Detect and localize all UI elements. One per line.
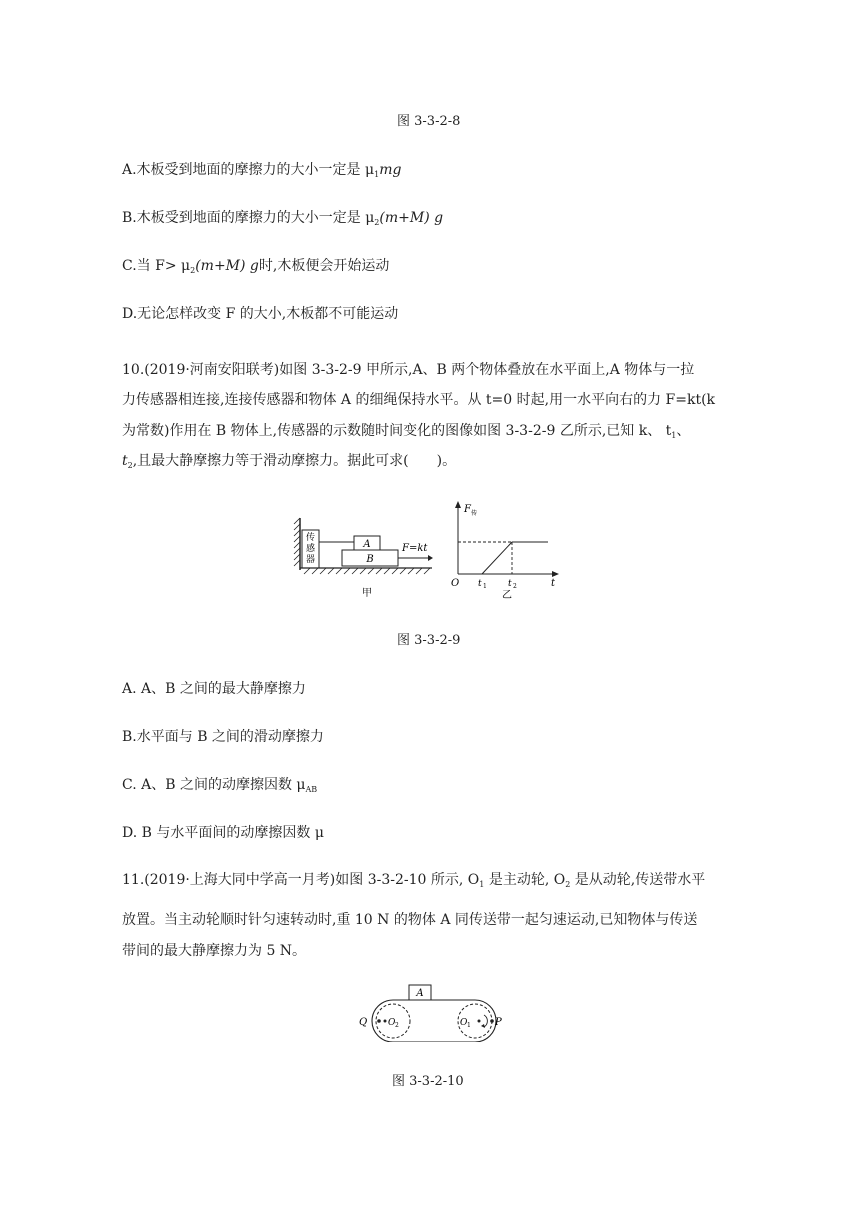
force-label: F=kt [402,543,428,554]
t-axis-label: t [551,578,556,589]
label-yi: 乙 [502,590,512,601]
question-11-line: 放置。当主动轮顺时针匀速转动时,重 10 N 的物体 A 同传送带一起匀速运动,已知物体与传送 [122,912,698,928]
apparatus-diagram [294,518,433,599]
stem-text: t [122,453,128,469]
label-o2: O [388,1018,396,1028]
stem-text: 、 [676,423,691,439]
formula-text: (m+M) g [379,210,444,226]
figure-3-3-2-9 [292,498,572,604]
subscript: 1 [374,170,380,179]
figure-caption: 图 3-3-2-8 [397,114,461,129]
option-a: A. A、B 之间的最大静摩擦力 [122,681,306,697]
subscript: 2 [565,880,571,889]
formula-text: (m+M) g [195,258,259,274]
option-c [122,775,317,800]
t1-subscript: 1 [483,583,487,590]
point-q [377,1019,381,1023]
question-10-line [122,451,456,476]
sensor-label-char: 感 [305,544,316,554]
subscript: 1 [479,880,485,889]
label-jia: 甲 [362,588,372,599]
option-text: C.当 F> μ [122,258,191,274]
stem-text: 是主动轮, O [484,872,566,888]
t1-label: t [478,579,482,589]
subscript: AB [305,785,318,794]
wall-hatching [294,518,300,566]
label-o2-sub: 2 [395,1022,399,1029]
rotation-arrowhead [481,1024,485,1028]
origin-label: O [451,578,460,589]
sensor-graph [451,501,559,601]
subscript: 2 [374,218,380,227]
t2-label: t [508,579,512,589]
option-b [122,208,443,233]
figure-caption: 图 3-3-2-9 [397,633,461,648]
label-o1: O [460,1018,468,1028]
stem-text: 为常数)作用在 B 物体上,传感器的示数随时间变化的图像如图 3-3-2-9 乙所示,已知 k、 t [122,423,672,439]
subscript: 2 [127,461,133,470]
f-axis-label: F [464,504,471,515]
option-text: A.木板受到地面的摩擦力的大小一定是 μ [122,162,375,178]
label-q: Q [359,1017,368,1028]
force-arrowhead [428,555,433,561]
rising-line [482,542,512,574]
block-a-label: A [363,539,371,550]
f-axis-arrowhead [455,501,461,508]
axle-o2 [384,1020,387,1023]
subscript: 2 [190,266,196,275]
point-p [490,1019,494,1023]
question-10-line: 10.(2019·河南安阳联考)如图 3-3-2-9 甲所示,A、B 两个物体叠放在水平面上,A 物体与一拉 [122,362,695,378]
formula-text: mg [379,162,402,178]
label-p: P [495,1017,502,1028]
axle-o1 [478,1020,481,1023]
option-b: B.水平面与 B 之间的滑动摩擦力 [122,729,324,745]
subscript: 1 [671,431,677,440]
question-10-line [122,421,690,446]
label-o1-sub: 1 [467,1022,471,1029]
option-text: B.木板受到地面的摩擦力的大小一定是 μ [122,210,375,226]
option-text: C. A、B 之间的动摩擦因数 μ [122,777,306,793]
stem-text: 11.(2019·上海大同中学高一月考)如图 3-3-2-10 所示, O [122,872,480,888]
ground-hatching [304,568,430,574]
option-text: 时,木板便会开始运动 [258,258,390,274]
block-a-label: A [416,988,424,999]
stem-text: 是从动轮,传送带水平 [570,872,706,888]
question-10-line: 力传感器相连接,连接传感器和物体 A 的细绳保持水平。从 t=0 时起,用一水平向右的力 F=kt(k [122,392,716,408]
option-d: D.无论怎样改变 F 的大小,木板都不可能运动 [122,306,399,322]
option-a [122,160,401,185]
stem-text: ,且最大静摩擦力等于滑动摩擦力。据此可求( )。 [132,453,457,469]
figure-3-3-2-10 [355,982,515,1042]
t2-subscript: 2 [513,583,517,590]
block-b-label: B [366,554,374,565]
sensor-label-char: 传 [305,533,316,543]
t-axis-arrowhead [552,571,559,577]
rotation-arrow [484,1015,487,1027]
question-11-line [122,870,705,895]
f-axis-subscript: 传 [471,510,478,517]
question-11-line: 带间的最大静摩擦力为 5 N。 [122,943,307,959]
option-d: D. B 与水平面间的动摩擦因数 μ [122,825,324,841]
option-c [122,256,389,281]
figure-caption: 图 3-3-2-10 [392,1074,464,1089]
sensor-label-char: 器 [305,555,316,565]
